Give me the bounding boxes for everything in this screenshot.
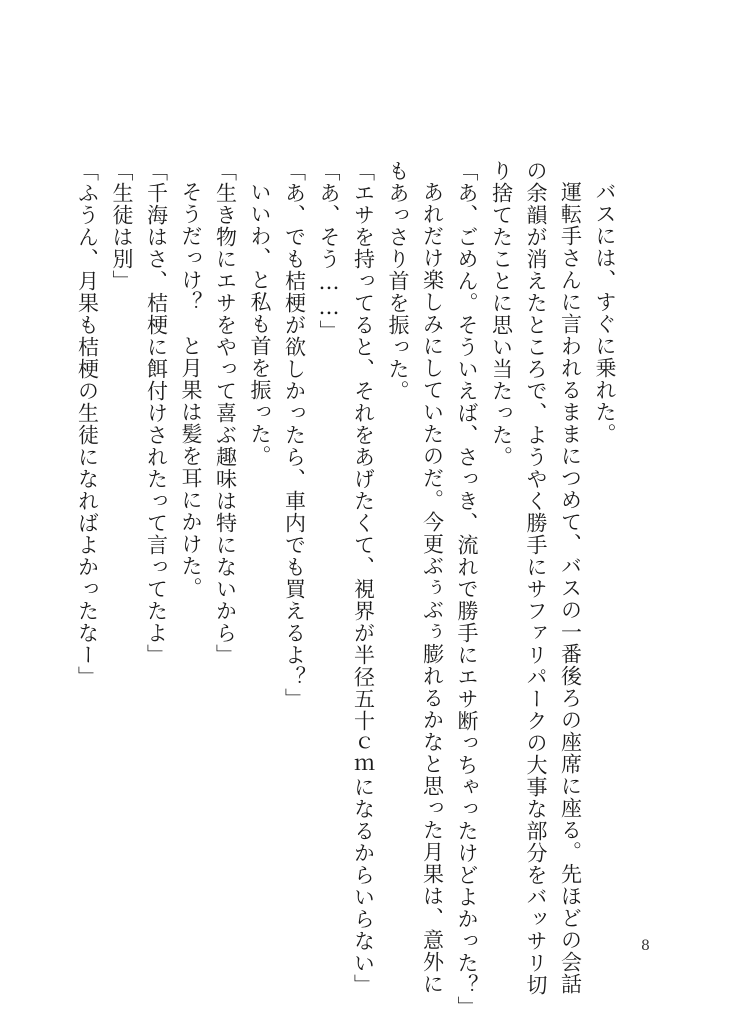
text-line: 「エサを持ってると、それをあげたくて、視界が半径五十ｃｍになるからいらない」 xyxy=(351,160,376,996)
text-line: バスには、すぐに乗れた。 xyxy=(593,181,617,445)
text-line: 「生徒は別」 xyxy=(110,160,134,292)
text-line: 「生き物にエサをやって喜ぶ趣味は特にないから」 xyxy=(213,160,238,666)
text-line: そうだっけ？ と月果は髪を耳にかけた。 xyxy=(179,181,203,599)
text-line: り捨てたことに思い当たった。 xyxy=(489,160,514,468)
text-line: 「あ、ごめん。そういえば、さっき、流れで勝手にエサ断っちゃったけどよかった？」 xyxy=(455,160,479,1018)
text-line: 「ふうん、月果も桔梗の生徒になればよかったなー」 xyxy=(75,160,100,688)
text-line: いいわ、と私も首を振った。 xyxy=(248,181,272,467)
text-line: 「あ、そう……」 xyxy=(317,160,341,342)
page-number: 8 xyxy=(641,938,650,954)
text-line: 「あ、でも桔梗が欲しかったら、車内でも買えるよ？」 xyxy=(282,160,307,710)
vertical-text-body xyxy=(75,160,622,1018)
text-line: 「千海はさ、桔梗に餌付けされたって言ってたよ」 xyxy=(144,160,169,666)
text-line: あれだけ楽しみにしていたのだ。今更ぶぅぶぅ膨れるかなと思った月果は、意外に xyxy=(420,181,445,995)
text-line: 運転手さんに言われるままにつめて、バスの一番後ろの座席に座る。先ほどの会話 xyxy=(558,181,583,995)
text-line: の余韻が消えたところで、ようやく勝手にサファリパークの大事な部分をバッサリ切 xyxy=(524,160,548,996)
text-line: もあっさり首を振った。 xyxy=(386,160,410,402)
